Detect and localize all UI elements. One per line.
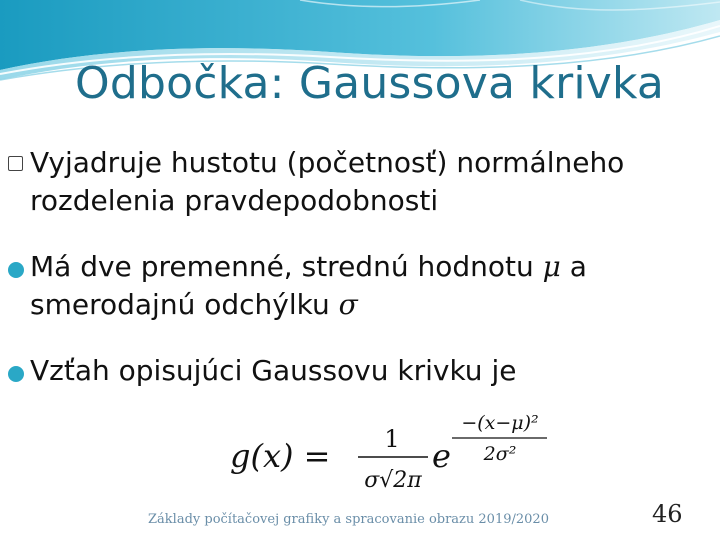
bullet-text: Vyjadruje hustotu (početnosť) normálneho rozdelenia pravdepodobnosti — [30, 146, 625, 217]
formula-numerator: 1 — [384, 425, 400, 453]
slide-footer: Základy počítačovej grafiky a spracovanie obrazu 2019/2020 — [148, 512, 549, 527]
formula-denominator: σ√2π — [364, 468, 422, 493]
bullet-text: Vzťah opisujúci Gaussovu krivku je — [30, 354, 517, 387]
page-number: 46 — [652, 500, 683, 528]
bullet-glyph-icon — [8, 156, 23, 171]
formula-base: e — [432, 437, 451, 475]
bullet-text-part: a smerodajnú odchýlku — [30, 250, 587, 321]
formula-exp-numerator: −(x−μ)² — [461, 412, 539, 434]
slide-title: Odbočka: Gaussova krivka — [75, 58, 665, 109]
bullet-dot-icon — [8, 262, 24, 278]
mu-symbol: μ — [542, 250, 561, 283]
gaussian-formula — [225, 405, 565, 500]
sigma-symbol: σ — [338, 288, 358, 321]
bullet-dot-icon — [8, 366, 24, 382]
bullet-item-3 — [8, 352, 708, 392]
formula-exp-denominator: 2σ² — [483, 443, 517, 465]
bullet-item-1 — [8, 144, 708, 224]
bullet-text-part: Má dve premenné, strednú hodnotu — [30, 250, 534, 283]
bullet-item-2 — [8, 248, 708, 328]
bullet-text — [30, 248, 700, 324]
formula-lhs: g(x) = — [230, 437, 331, 475]
